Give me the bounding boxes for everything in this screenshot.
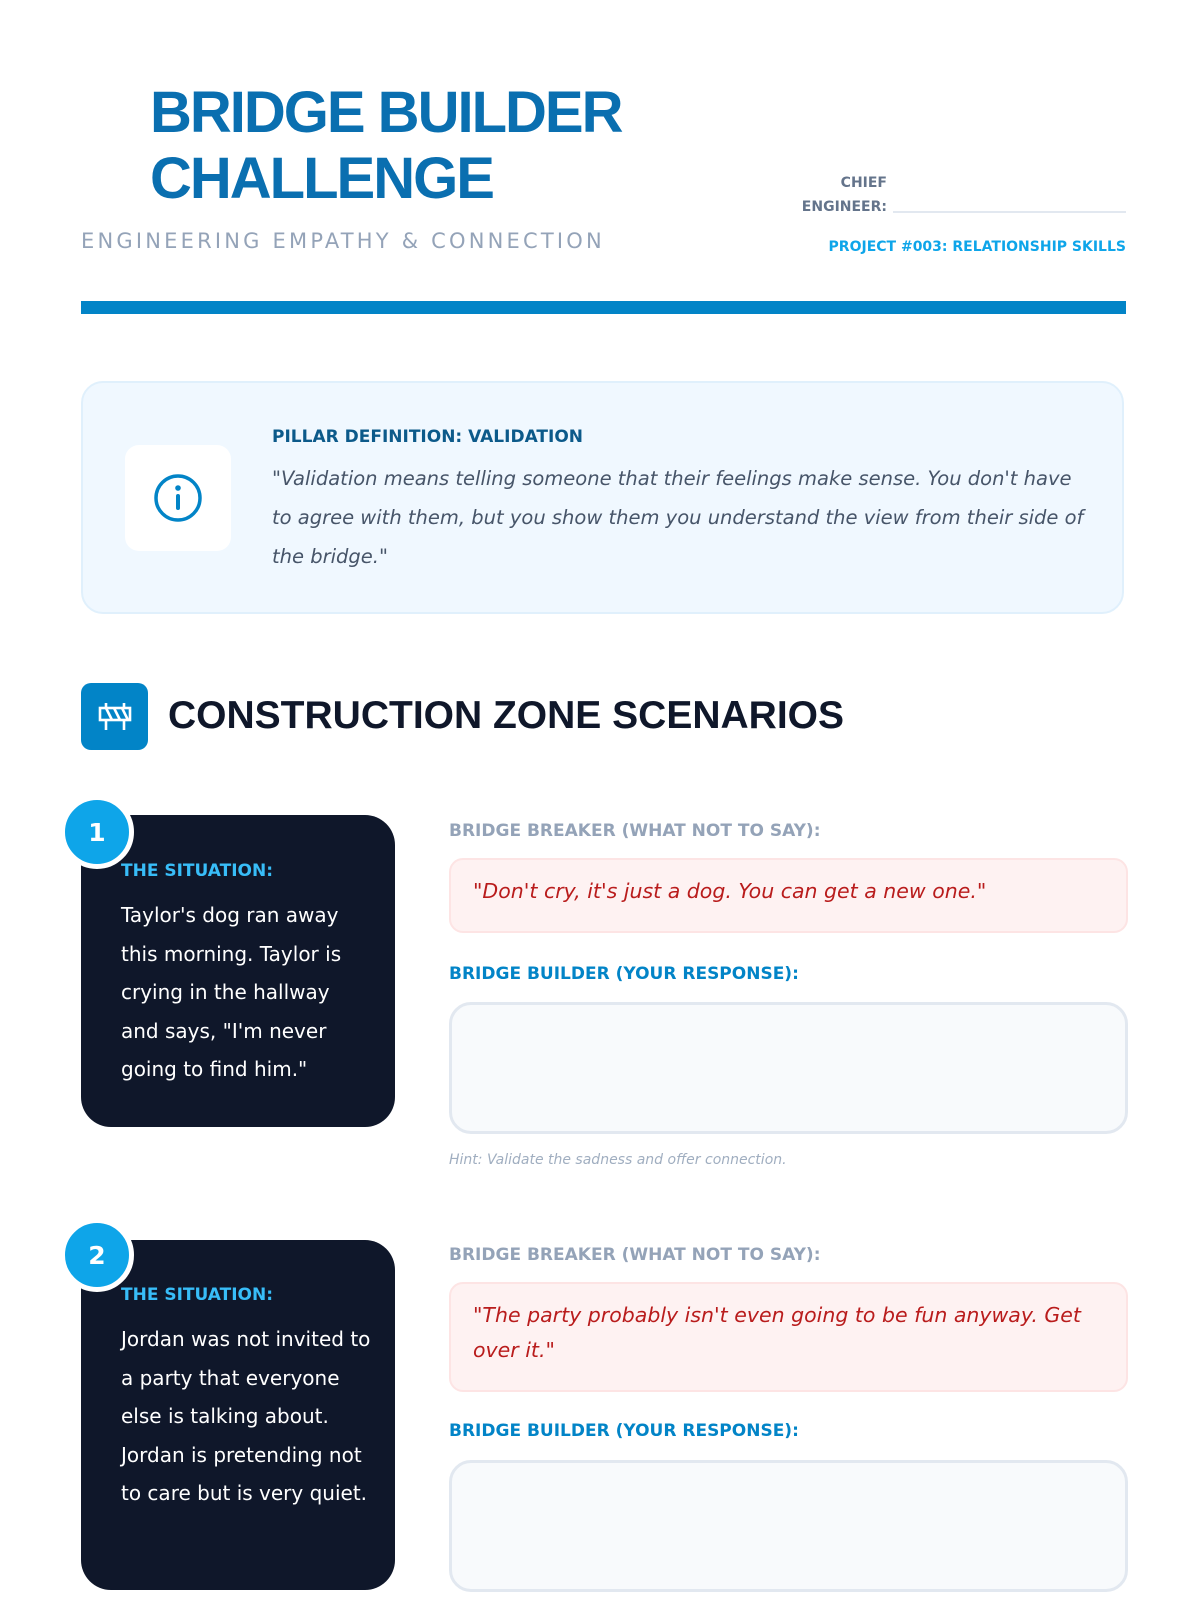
scenario-number-badge-2: 2 — [60, 1218, 134, 1292]
chief-engineer-label-line-1: CHIEF — [840, 175, 887, 191]
section-icon-box — [81, 683, 148, 750]
page-title-line-2: CHALLENGE — [150, 146, 493, 211]
section-title: CONSTRUCTION ZONE SCENARIOS — [168, 694, 845, 737]
construction-barrier-icon — [95, 697, 135, 737]
builder-label-1: BRIDGE BUILDER (YOUR RESPONSE): — [449, 964, 799, 984]
breaker-quote-1: "Don't cry, it's just a dog. You can get a new one." — [449, 858, 1128, 933]
breaker-label-1: BRIDGE BREAKER (WHAT NOT TO SAY): — [449, 821, 821, 841]
situation-text-1: Taylor's dog ran away this morning. Taylor is crying in the hallway and says, "I'm never going to find him." — [121, 903, 342, 1081]
page-title-line-1: BRIDGE BUILDER — [150, 80, 622, 145]
chief-engineer-name-field[interactable] — [893, 211, 1126, 213]
situation-label-1: THE SITUATION: — [121, 861, 274, 881]
situation-label-2: THE SITUATION: — [121, 1285, 274, 1305]
definition-text: "Validation means telling someone that their feelings make sense. You don't have to agree with them, but you show them you understand the view from their side of the bridge." — [272, 467, 1084, 568]
situation-text-2: Jordan was not invited to a party that everyone else is talking about. Jordan is pretending not to care but is very quiet. — [121, 1327, 371, 1505]
response-field-1[interactable] — [449, 1002, 1128, 1134]
page-subtitle: ENGINEERING EMPATHY & CONNECTION — [81, 229, 605, 253]
chief-engineer-label-line-2: ENGINEER: — [801, 199, 887, 215]
builder-label-2: BRIDGE BUILDER (YOUR RESPONSE): — [449, 1421, 799, 1441]
response-field-2[interactable] — [449, 1460, 1128, 1592]
scenario-number-badge-1: 1 — [60, 795, 134, 869]
header-divider — [81, 301, 1126, 314]
breaker-quote-2: "The party probably isn't even going to be fun anyway. Get over it." — [449, 1282, 1128, 1392]
hint-text-1: Hint: Validate the sadness and offer connection. — [449, 1152, 787, 1168]
breaker-label-2: BRIDGE BREAKER (WHAT NOT TO SAY): — [449, 1245, 821, 1265]
info-icon — [152, 472, 204, 524]
project-number: PROJECT #003: RELATIONSHIP SKILLS — [828, 239, 1126, 255]
definition-title: PILLAR DEFINITION: VALIDATION — [272, 427, 584, 447]
info-icon-box — [125, 445, 231, 551]
